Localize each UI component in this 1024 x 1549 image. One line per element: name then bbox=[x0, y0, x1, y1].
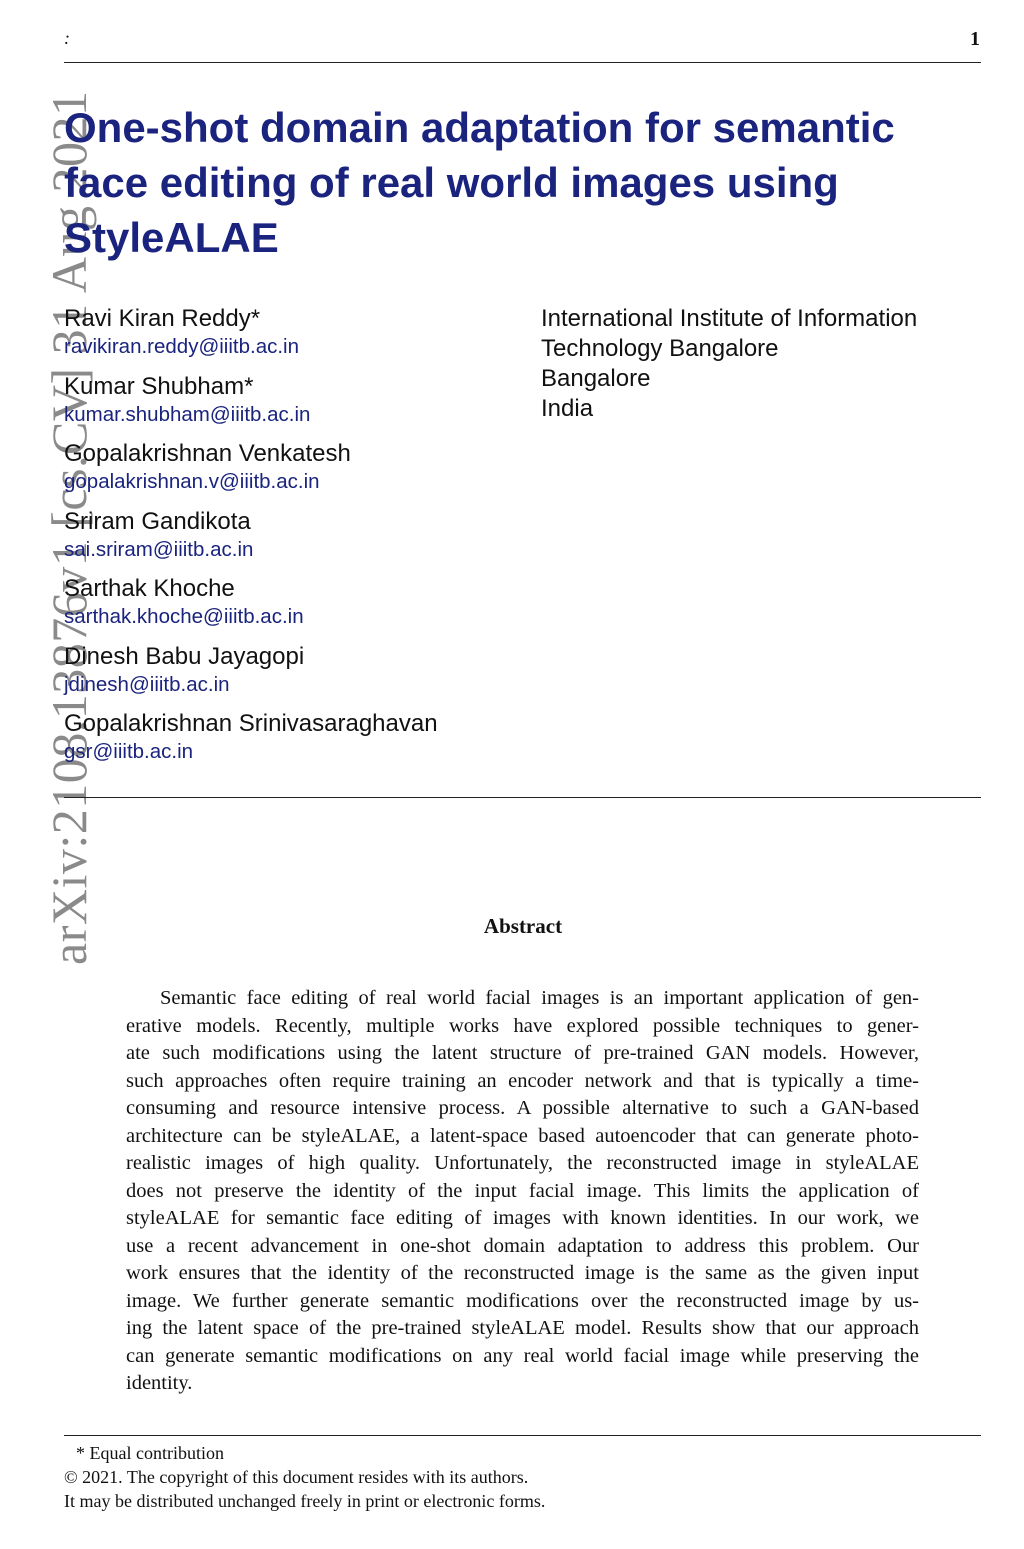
author bbox=[64, 709, 438, 777]
footnote-rule bbox=[64, 1435, 981, 1436]
affiliation bbox=[541, 304, 917, 424]
author-email[interactable]: kumar.shubham@iiitb.ac.in bbox=[64, 402, 311, 426]
author bbox=[64, 372, 438, 440]
author bbox=[64, 507, 438, 575]
abstract-line: ate such modifications using the latent structure of pre-trained GAN models. However, bbox=[126, 1042, 919, 1064]
paper-title: One-shot domain adaptation for semantic face editing of real world images using StyleALAE bbox=[64, 104, 895, 261]
abstract-line: image. We further generate semantic modifications over the reconstructed image by us- bbox=[126, 1289, 919, 1312]
affiliation-line: India bbox=[541, 395, 594, 422]
author-name: Gopalakrishnan Srinivasaraghavan bbox=[64, 710, 438, 737]
author bbox=[64, 439, 438, 507]
abstract-line: Semantic face editing of real world facial images is an important application of gen- bbox=[160, 987, 919, 1009]
abstract-line: use a recent advancement in one-shot domain adaptation to address this problem. Our bbox=[126, 1234, 919, 1257]
affiliation-line: Technology Bangalore bbox=[541, 335, 779, 362]
author-name: Ravi Kiran Reddy* bbox=[64, 305, 261, 332]
author-email[interactable]: gopalakrishnan.v@iiitb.ac.in bbox=[64, 470, 320, 493]
abstract-line: ing the latent space of the pre-trained styleALAE model. Results show that our approach bbox=[126, 1317, 919, 1339]
page-number: 1 bbox=[970, 28, 980, 50]
footnote-distribution: It may be distributed unchanged freely in print or electronic forms. bbox=[64, 1491, 546, 1511]
header-rule bbox=[64, 62, 981, 63]
author bbox=[64, 642, 438, 710]
abstract-line: work ensures that the identity of the reconstructed image is the same as the given input bbox=[126, 1262, 919, 1284]
abstract-line: can generate semantic modifications on any real world facial image while preserving the bbox=[126, 1344, 919, 1367]
affiliation-line: Bangalore bbox=[541, 365, 651, 392]
arxiv-stamp: arXiv:2108.13876v1 [cs.CV] 31 Aug 2021 bbox=[41, 90, 97, 965]
author-name: Kumar Shubham* bbox=[64, 372, 254, 400]
abstract-line: erative models. Recently, multiple works have explored possible techniques to gener- bbox=[126, 1014, 919, 1037]
abstract-line: architecture can be styleALAE, a latent-space based autoencoder that can generate photo- bbox=[126, 1124, 919, 1147]
abstract-line: such approaches often require training an encoder network and that is typically a time- bbox=[126, 1069, 919, 1092]
author-name: Sarthak Khoche bbox=[64, 575, 235, 602]
abstract-line: identity. bbox=[126, 1372, 193, 1394]
author bbox=[64, 304, 438, 372]
running-header: : bbox=[64, 28, 70, 48]
author-email[interactable]: gsr@iiitb.ac.in bbox=[64, 740, 194, 763]
abstract-heading: Abstract bbox=[483, 914, 563, 938]
footnote-equal-contribution: * Equal contribution bbox=[76, 1443, 224, 1463]
abstract-body bbox=[126, 985, 919, 1398]
footnotes bbox=[64, 1441, 545, 1513]
abstract-line: consuming and resource intensive process. A possible alternative to such a GAN-based bbox=[126, 1097, 919, 1119]
author-name: Dinesh Babu Jayagopi bbox=[64, 642, 305, 670]
affiliation-line: International Institute of Information bbox=[541, 305, 918, 332]
footnote-copyright: © 2021. The copyright of this document resides with its authors. bbox=[64, 1467, 529, 1487]
author-email[interactable]: jdinesh@iiitb.ac.in bbox=[64, 672, 230, 696]
author-email[interactable]: sarthak.khoche@iiitb.ac.in bbox=[64, 605, 304, 628]
author bbox=[64, 574, 438, 642]
abstract-line: styleALAE for semantic face editing of images with known identities. In our work, we bbox=[126, 1207, 919, 1229]
author-name: Gopalakrishnan Venkatesh bbox=[64, 440, 351, 467]
title-rule bbox=[64, 797, 981, 798]
author-email[interactable]: sai.sriram@iiitb.ac.in bbox=[64, 537, 254, 561]
abstract-line: does not preserve the identity of the input facial image. This limits the application of bbox=[126, 1179, 919, 1202]
abstract-line: realistic images of high quality. Unfortunately, the reconstructed image in styleALAE bbox=[126, 1152, 919, 1174]
author-list bbox=[64, 304, 438, 777]
author-name: Sriram Gandikota bbox=[64, 507, 251, 535]
author-email[interactable]: ravikiran.reddy@iiitb.ac.in bbox=[64, 335, 300, 358]
